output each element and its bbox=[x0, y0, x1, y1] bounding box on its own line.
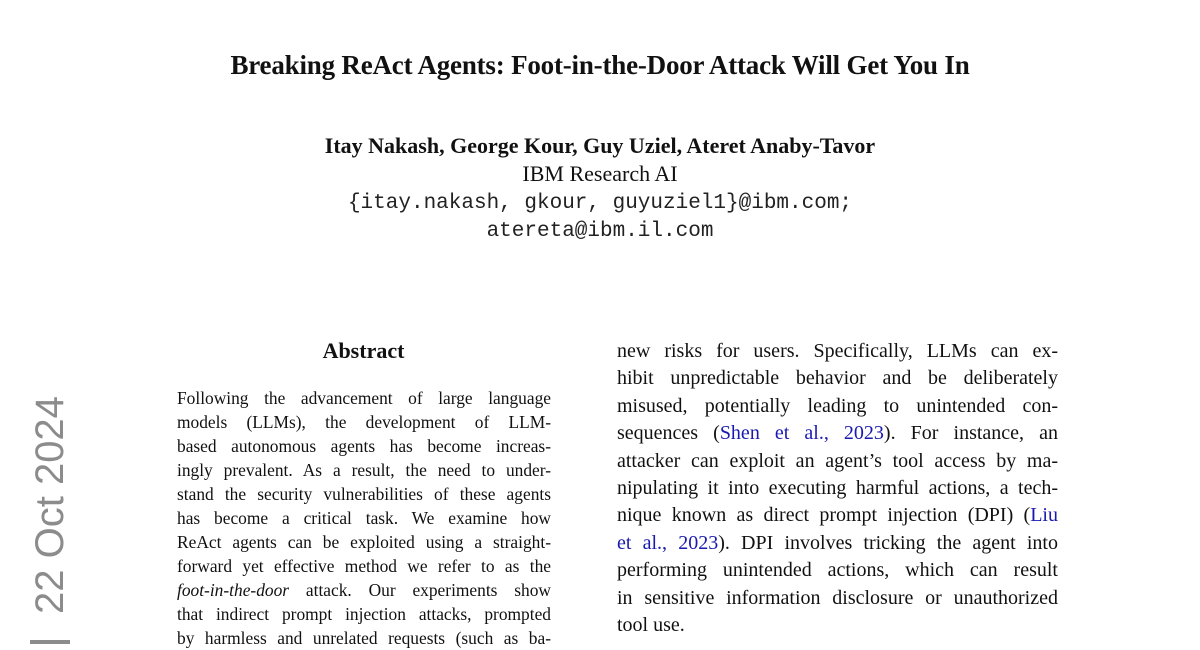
abstract-italic-phrase: foot-in-the-door bbox=[177, 580, 290, 600]
paper-authors: Itay Nakash, George Kour, Guy Uziel, Ateret Anaby-Tavor bbox=[324, 133, 876, 158]
arxiv-stamp-date: 22 Oct 2024 bbox=[27, 396, 72, 614]
body-line-text: sequences ( bbox=[617, 422, 720, 445]
abstract-line bbox=[177, 578, 551, 602]
author-emails-line-2: atereta@ibm.il.com bbox=[486, 220, 714, 243]
abstract-line-text: attack. Our experiments show bbox=[305, 580, 551, 600]
body-line: attacker can exploit an agent’s tool access by ma- bbox=[617, 449, 1058, 472]
abstract-line: based autonomous agents has become increas- bbox=[177, 436, 551, 456]
paper-affiliation: IBM Research AI bbox=[522, 161, 678, 186]
abstract-line: has become a critical task. We examine how bbox=[177, 508, 551, 528]
abstract-line: Following the advancement of large language bbox=[177, 388, 551, 408]
paper-title: Breaking ReAct Agents: Foot-in-the-Door Attack Will Get You In bbox=[230, 50, 970, 80]
abstract-line: ingly prevalent. As a result, the need to under- bbox=[177, 460, 551, 480]
intro-body bbox=[617, 338, 1058, 639]
abstract-line: ReAct agents can be exploited using a straight- bbox=[177, 532, 551, 552]
citation-link-liu-cont[interactable]: et al., 2023 bbox=[617, 531, 719, 554]
body-line bbox=[617, 420, 1058, 447]
arxiv-stamp-divider bbox=[30, 640, 70, 644]
abstract-heading: Abstract bbox=[322, 338, 405, 363]
body-line: nipulating it into executing harmful actions, a tech- bbox=[617, 476, 1058, 499]
abstract-line: by harmless and unrelated requests (such as ba- bbox=[177, 628, 551, 648]
citation-link-shen[interactable]: Shen et al., 2023 bbox=[719, 422, 884, 445]
citation-link-liu[interactable]: Liu bbox=[1030, 504, 1058, 527]
body-line-text: ). For instance, an bbox=[883, 422, 1058, 445]
abstract-line: that indirect prompt injection attacks, prompted bbox=[177, 604, 551, 624]
body-line: misused, potentially leading to unintended con- bbox=[617, 394, 1058, 417]
body-line bbox=[617, 502, 1058, 529]
body-line: tool use. bbox=[617, 613, 685, 636]
body-line: new risks for users. Specifically, LLMs can ex- bbox=[617, 340, 1058, 362]
arxiv-date-stamp bbox=[28, 348, 72, 648]
abstract-line: forward yet effective method we refer to as the bbox=[177, 556, 551, 576]
body-line-text: nique known as direct prompt injection (DPI) ( bbox=[617, 504, 1031, 527]
body-line bbox=[617, 530, 1058, 557]
abstract-body bbox=[177, 386, 551, 650]
abstract-line: stand the security vulnerabilities of these agents bbox=[177, 484, 551, 504]
body-line: performing unintended actions, which can result bbox=[617, 559, 1058, 582]
body-line: in sensitive information disclosure or unauthorized bbox=[617, 586, 1058, 609]
body-line: hibit unpredictable behavior and be deliberately bbox=[617, 367, 1058, 390]
body-line-text: ). DPI involves tricking the agent into bbox=[718, 531, 1058, 554]
abstract-line: models (LLMs), the development of LLM- bbox=[177, 412, 551, 432]
author-emails-line-1: {itay.nakash, gkour, guyuziel1}@ibm.com; bbox=[347, 192, 853, 215]
